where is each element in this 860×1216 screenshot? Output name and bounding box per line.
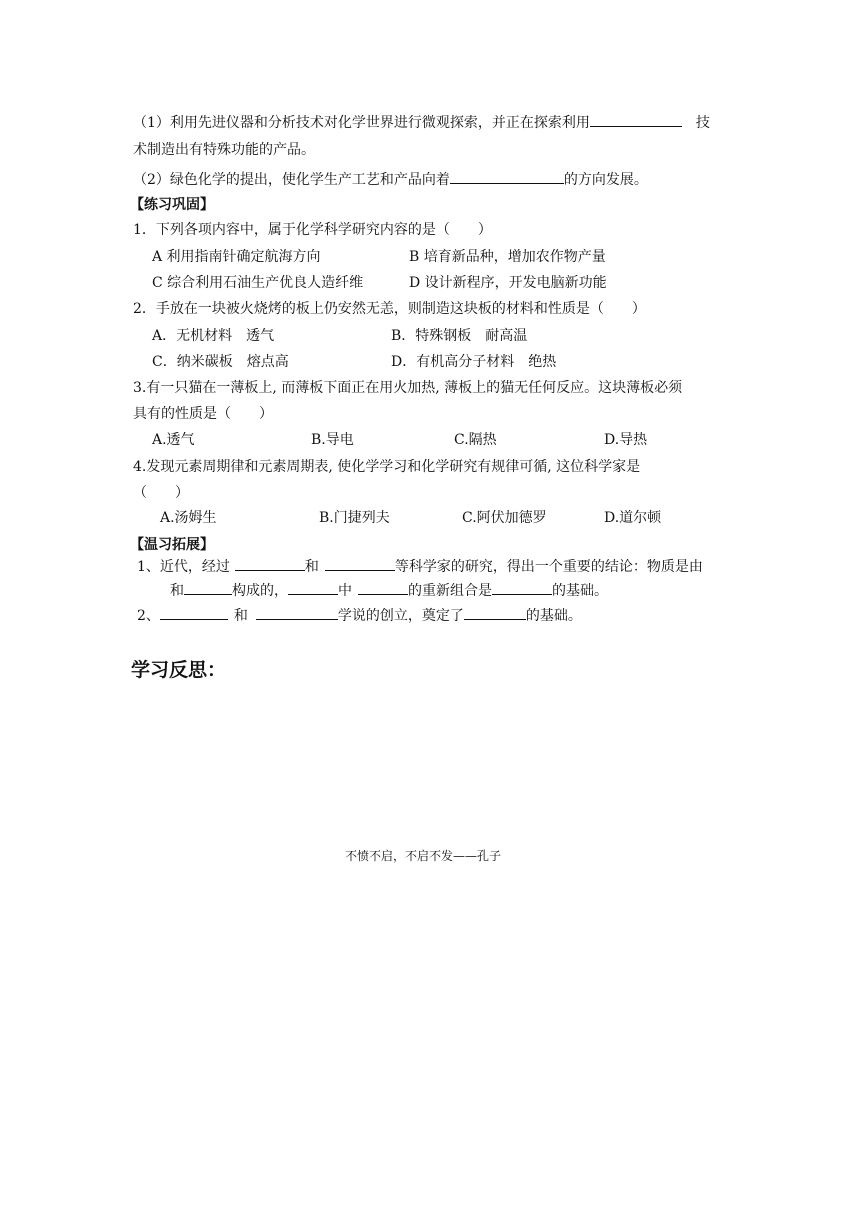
q3-option-d: D.导热: [604, 432, 648, 448]
q3-option-b: B.导电: [311, 432, 354, 448]
intro-item-2-tail: 的方向发展。: [563, 172, 648, 188]
blank: [450, 169, 564, 184]
extension-item-1-text: 构成的，: [232, 583, 288, 599]
q2-option-d: D．有机高分子材料 绝热: [391, 354, 557, 370]
q4-stem-line-1: 4.发现元素周期律和元素周期表, 使化学学习和化学研究有规律可循, 这位科学家是: [133, 459, 641, 475]
blank: [464, 605, 526, 620]
blank: [492, 580, 552, 595]
intro-item-2: [133, 169, 648, 190]
extension-item-2: [137, 605, 582, 626]
extension-item-2-text: 学说的创立，奠定了: [337, 608, 464, 624]
extension-item-1-text: 和: [304, 559, 319, 575]
extension-item-1-text: 的基础。: [552, 583, 608, 599]
q1-stem: 1．下列各项内容中，属于化学科学研究内容的是（ ）: [133, 222, 492, 238]
extension-item-1-cont: [170, 580, 608, 601]
q4-option-b: B.门捷列夫: [319, 510, 390, 526]
blank: [235, 556, 305, 571]
extension-item-1-text: 等科学家的研究，得出一个重要的结论：物质是由: [394, 559, 703, 575]
extension-item-1-text: 中: [338, 583, 352, 599]
q1-option-d: D 设计新程序，开发电脑新功能: [409, 275, 607, 291]
reflection-title: 学习反思：: [131, 659, 227, 681]
q4-option-d: D.道尔顿: [604, 510, 662, 526]
q3-option-c: C.隔热: [454, 432, 497, 448]
extension-item-1-text: 的重新组合是: [408, 583, 492, 599]
blank: [184, 580, 232, 595]
q1-option-b: B 培育新品种，增加农作物产量: [409, 249, 606, 265]
q2-option-c: C．纳米碳板 熔点高: [152, 354, 289, 370]
q4-option-a: A.汤姆生: [160, 510, 217, 526]
q4-option-c: C.阿伏加德罗: [462, 510, 547, 526]
blank: [160, 605, 228, 620]
q4-stem-line-2: （ ）: [133, 485, 189, 501]
q2-option-a: A．无机材料 透气: [152, 328, 275, 344]
blank: [256, 605, 338, 620]
extension-item-1-text: 和: [170, 583, 184, 599]
q2-option-b: B．特殊钢板 耐高温: [391, 328, 528, 344]
extension-item-2-text: 的基础。: [525, 608, 582, 624]
q3-stem-line-1: 3.有一只猫在一薄板上, 而薄板下面正在用火加热, 薄板上的猫无任何反应。这块薄板必须: [133, 380, 683, 396]
extension-item-2-text: 2、: [137, 608, 160, 624]
extension-item-1-text: 1、近代，经过: [137, 559, 230, 575]
blank: [590, 112, 682, 127]
blank: [288, 580, 338, 595]
q3-stem-line-2: 具有的性质是（ ）: [133, 406, 273, 422]
intro-item-1: [133, 112, 710, 133]
extension-header: 【温习拓展】: [130, 537, 214, 553]
q1-option-c: C 综合利用石油生产优良人造纤维: [152, 275, 364, 291]
intro-item-1-cont: 术制造出有特殊功能的产品。: [133, 142, 315, 158]
extension-item-1: [137, 556, 703, 577]
q1-option-a: A 利用指南针确定航海方向: [152, 249, 321, 265]
q2-stem: 2．手放在一块被火烧烤的板上仍安然无恙，则制造这块板的材料和性质是（ ）: [133, 301, 646, 317]
extension-item-2-text: 和: [233, 608, 248, 624]
intro-item-1-text: （1）利用先进仪器和分析技术对化学世界进行微观探索，并正在探索利用: [133, 115, 590, 131]
footer-quote: 不愤不启，不启不发——孔子: [345, 849, 502, 863]
practice-header: 【练习巩固】: [130, 197, 214, 213]
blank: [325, 556, 395, 571]
intro-item-2-text: （2）绿色化学的提出，使化学生产工艺和产品向着: [133, 172, 450, 188]
blank: [358, 580, 408, 595]
intro-item-1-tail: 技: [695, 115, 710, 131]
q3-option-a: A.透气: [152, 432, 195, 448]
